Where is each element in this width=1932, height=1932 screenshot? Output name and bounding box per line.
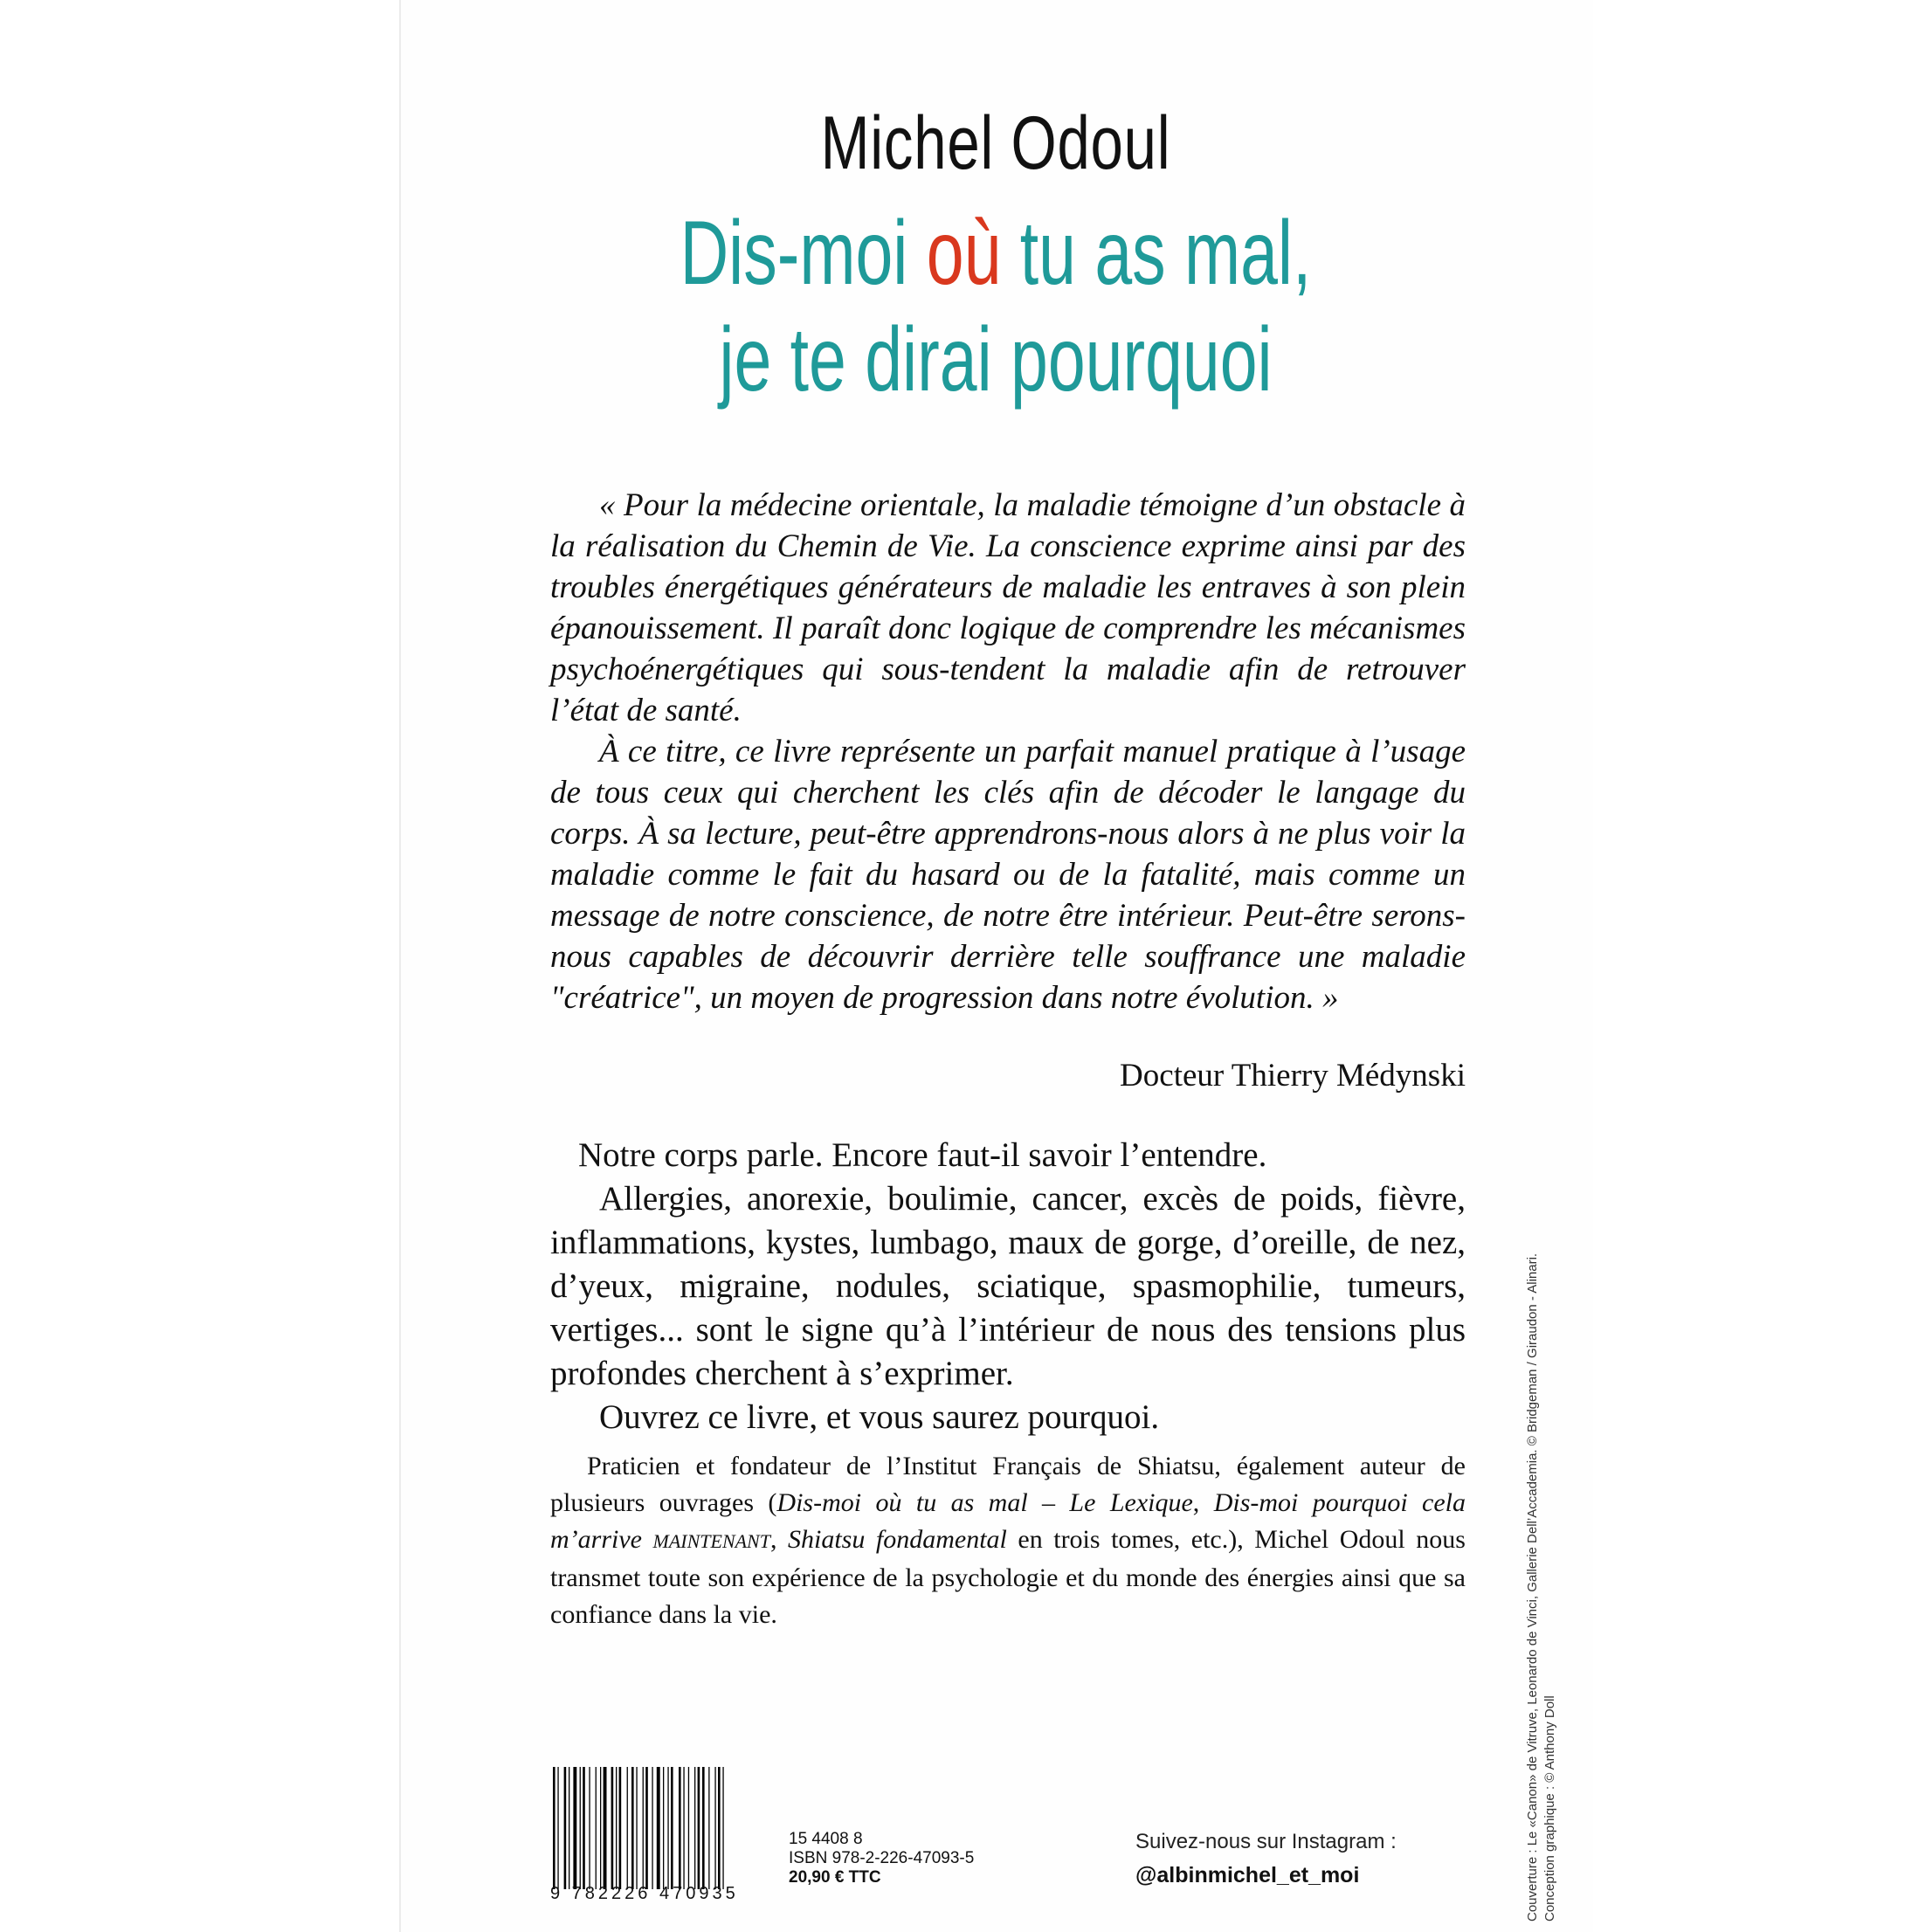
title-part-a: Dis-moi [680,203,927,304]
blurb [550,1134,1466,1439]
bio-outro: en trois tomes, etc.), Michel Odoul nous transmet toute son expérience de la psychologie et du monde des énergies ainsi que sa confiance dans la vie. [550,1525,1466,1629]
preface-quote [550,485,1466,1018]
bio-sep-1: , [1192,1488,1214,1517]
product-code: 15 4408 8 [789,1830,863,1848]
isbn: ISBN 978-2-226-47093-5 [789,1849,975,1867]
instagram-label: Suivez-nous sur Instagram : [1135,1830,1397,1853]
blurb-paragraph-2: Allergies, anorexie, boulimie, cancer, excès de poids, fièvre, inflammations, kystes, lumbago, maux de gorge, d’oreille, de nez, d’yeux, migraine, nodules, sciatique, spasmophilie, tumeurs, vertiges... sont le signe qu’à l’intérieur de nous des tensions plus profondes cherchent à s’exprimer. [550,1180,1466,1392]
book-title-line-2: je te dirai pourquoi [719,309,1273,411]
title-part-b: tu as mal, [1001,203,1312,304]
image-credits [1524,1083,1559,1922]
quote-paragraph-1: « Pour la médecine orientale, la maladie témoigne d’un obstacle à la réalisation du Chemin de Vie. La conscience exprime ainsi par des troubles énergétiques générateurs de maladie les entraves à son plein épanouissement. Il paraît donc logique de comprendre les mécanismes psychoénergétiques qui sous-tendent la maladie afin de retrouver l’état de santé. [550,487,1466,728]
quote-signature: Docteur Thierry Médynski [1120,1058,1466,1094]
credits-line-1: Couverture : Le «Canon» de Vitruve, Leonardo de Vinci, Gallerie Dell’Accademia. © Bridgeman / Giraudon - Alinari. [1525,1252,1540,1922]
bio-book-2-emphasis: MAINTENANT [652,1530,770,1552]
instagram-handle: @albinmichel_et_moi [1135,1863,1360,1887]
bio-book-2: Dis-moi pourquoi cela m’arrive [550,1488,1466,1554]
author-bio [550,1448,1466,1633]
publisher-info [789,1830,974,1887]
bio-sep-2: , [769,1525,788,1554]
book-title-line-1 [556,203,1435,304]
bio-book-1: Dis-moi où tu as mal – Le Lexique [776,1488,1193,1517]
bio-book-3: Shiatsu fondamental [788,1525,1007,1554]
barcode [553,1767,768,1889]
barcode-digits: 9 782226 470935 [550,1884,739,1903]
credits-line-2: Conception graphique : © Anthony Doll [1542,1695,1557,1922]
author-name: Michel Odoul [820,101,1171,185]
title-highlight-word: où [926,203,1002,304]
quote-paragraph-2: À ce titre, ce livre représente un parfait manuel pratique à l’usage de tous ceux qui cherchent les clés afin de décoder le langage du corps. À sa lecture, peut-être apprendrons-nous alors à ne plus voir la maladie comme le fait du hasard ou de la fatalité, mais comme un message de notre conscience, de notre être intérieur. Peut-être serons-nous capables de découvrir derrière telle souffrance une maladie "créatrice", un moyen de progression dans notre évolution. » [550,734,1466,1016]
price: 20,90 € TTC [789,1868,881,1887]
blurb-paragraph-1: Notre corps parle. Encore faut-il savoir l’entendre. [578,1136,1267,1174]
bio-intro: Praticien et fondateur de l’Institut Français de Shiatsu, également auteur de plusieurs ouvrages ( [550,1452,1466,1517]
blurb-paragraph-3: Ouvrez ce livre, et vous saurez pourquoi. [599,1398,1160,1436]
